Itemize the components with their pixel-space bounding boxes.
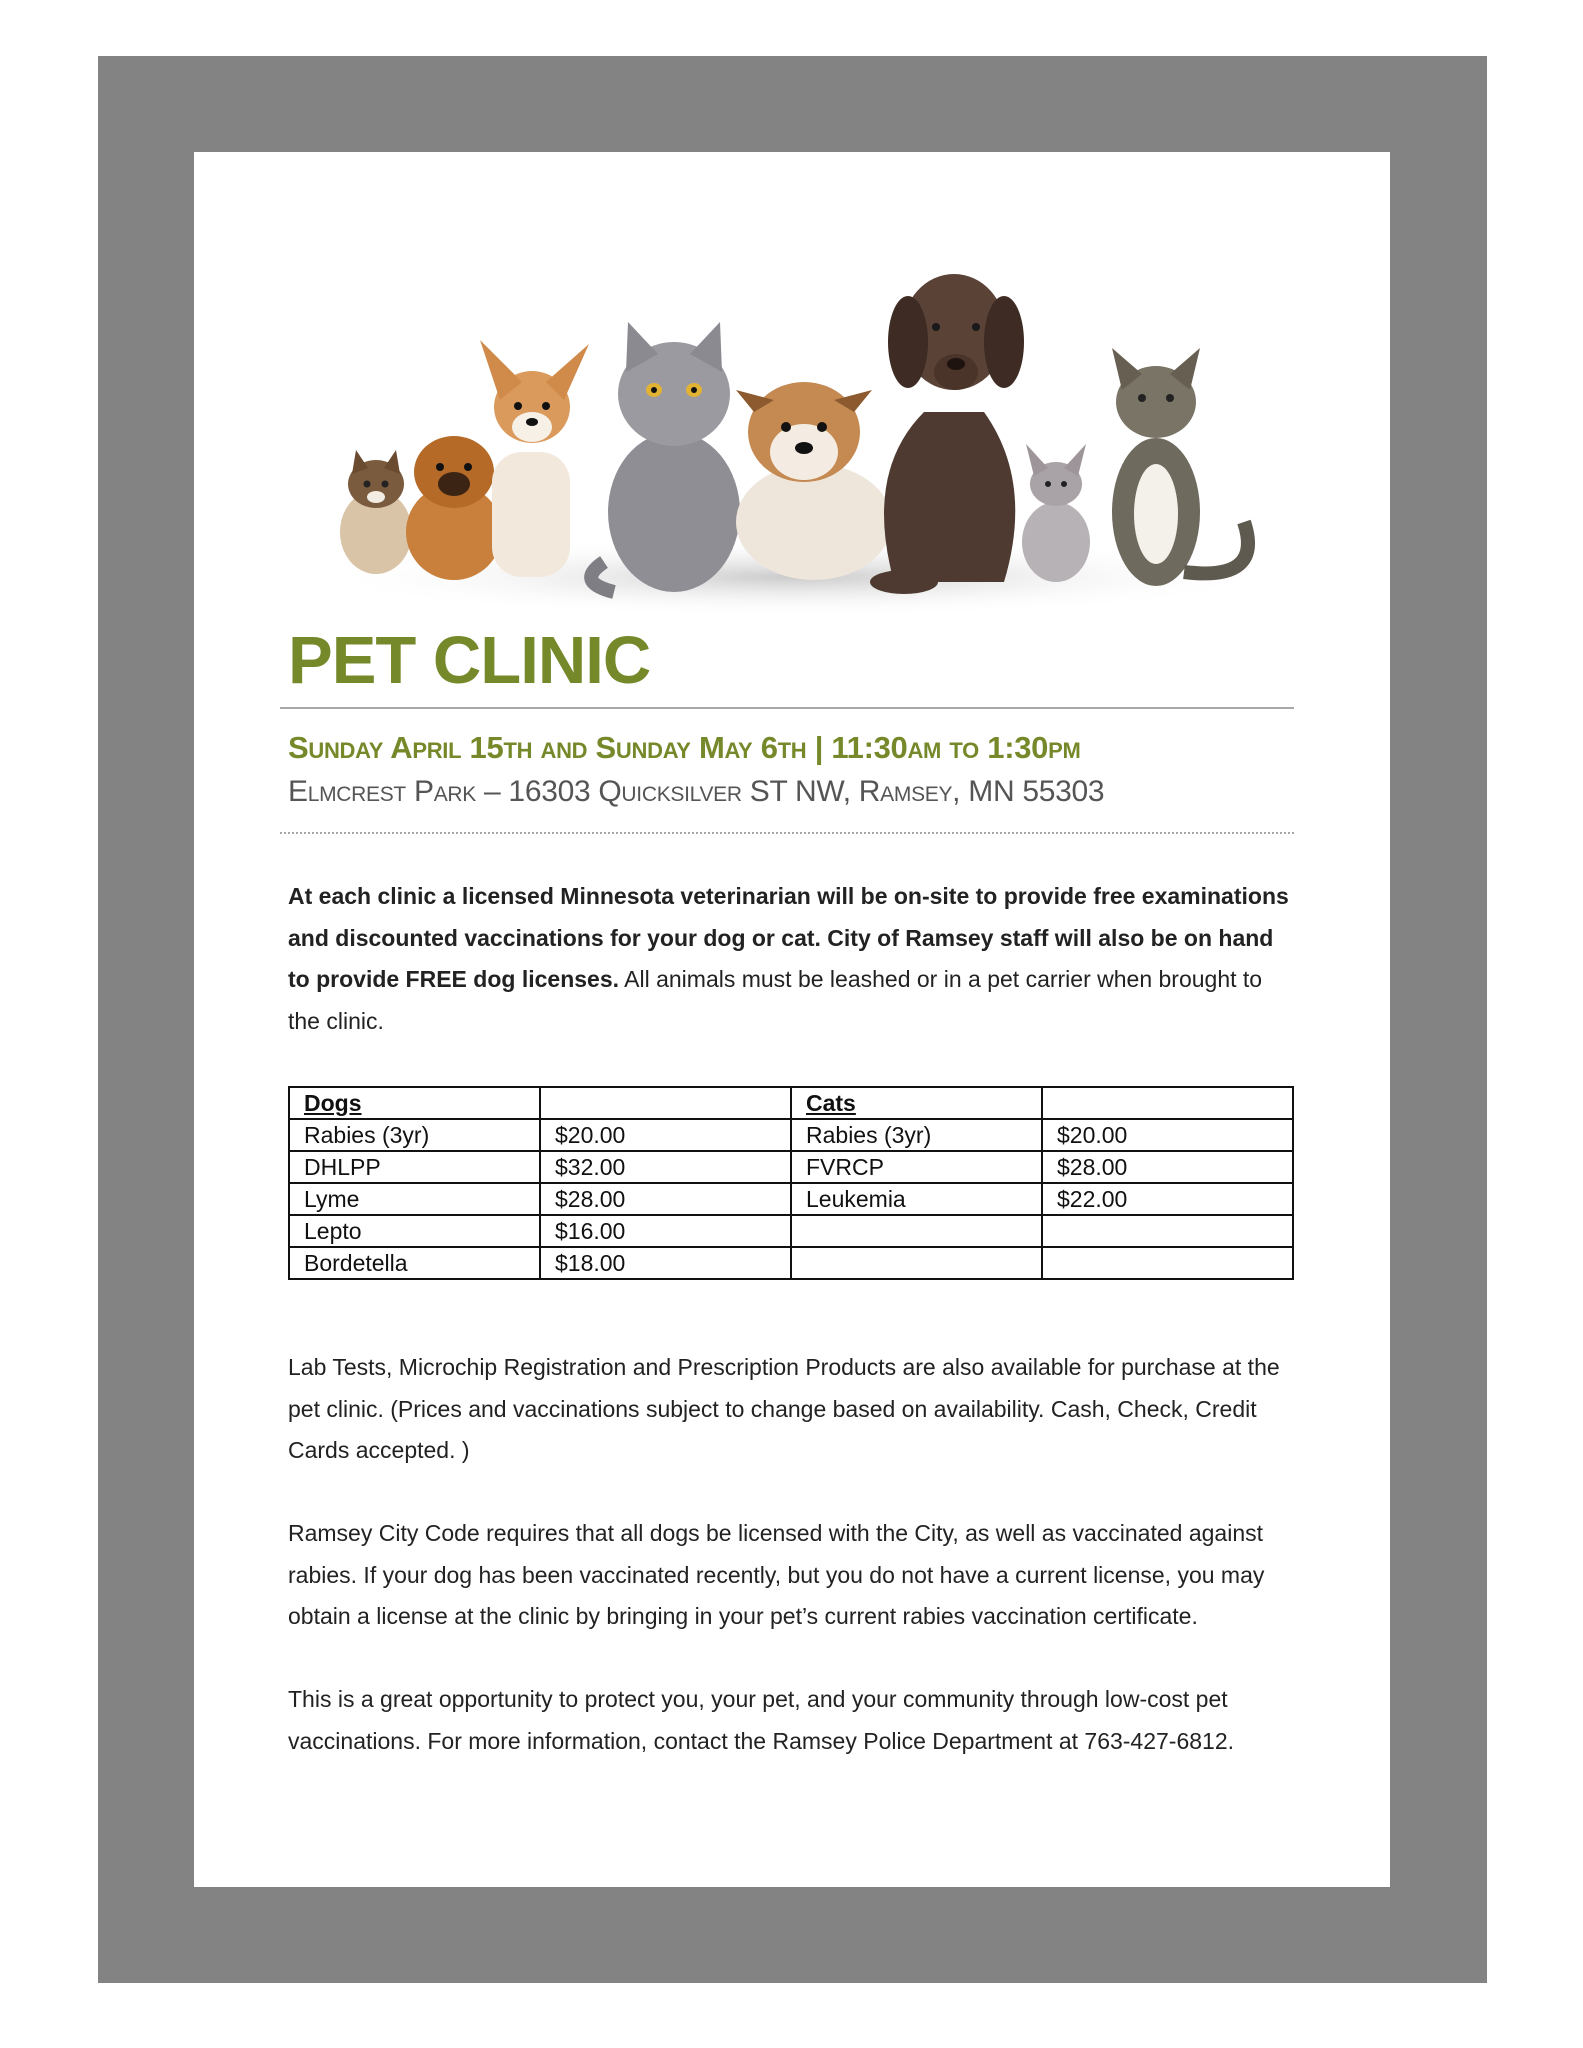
table-cell (1042, 1215, 1293, 1247)
table-row (289, 1151, 1293, 1183)
cat-vaccine-price: $22.00 (1042, 1183, 1293, 1215)
dog-vaccine-name: Rabies (3yr) (289, 1119, 540, 1151)
intro-paragraph (288, 876, 1298, 1042)
title-divider (280, 707, 1294, 709)
page-title: PET CLINIC (288, 623, 651, 698)
cat-vaccine-name: FVRCP (791, 1151, 1042, 1183)
dog-vaccine-price: $16.00 (540, 1215, 791, 1247)
pomeranian-puppy-image (406, 436, 502, 580)
event-address: Elmcrest Park – 16303 Quicksilver ST NW, Ramsey, MN 55303 (288, 775, 1105, 808)
cat-vaccine-price: $28.00 (1042, 1151, 1293, 1183)
lab-tests-paragraph: Lab Tests, Microchip Registration and Prescription Products are also available for purchase at the pet clinic. (Prices and vaccinations subject to change based on availability. Cash, Check, Credit Cards accepted. ) (288, 1354, 1280, 1463)
dog-vaccine-name: DHLPP (289, 1151, 540, 1183)
dog-vaccine-name: Lepto (289, 1215, 540, 1247)
table-cell (791, 1215, 1042, 1247)
dog-vaccine-price: $18.00 (540, 1247, 791, 1279)
table-row (289, 1183, 1293, 1215)
corgi-puppy-image (480, 340, 589, 577)
table-row (289, 1119, 1293, 1151)
table-cell (1042, 1087, 1293, 1119)
sphynx-kitten-image (1022, 444, 1090, 582)
table-cell (1042, 1247, 1293, 1279)
intro-regular-text: All animals must be leashed or in a pet carrier when brought to the clinic. (288, 966, 1263, 1034)
table-row (289, 1247, 1293, 1279)
table-cell (540, 1087, 791, 1119)
contact-paragraph: This is a great opportunity to protect you, your pet, and your community through low-cost pet vaccinations. For more information, contact the Ramsey Police Department at 763-427-6812. (288, 1686, 1235, 1754)
address-divider (280, 832, 1294, 834)
vaccination-price-table (288, 1086, 1294, 1280)
dogs-header: Dogs (289, 1087, 540, 1119)
dog-vaccine-price: $32.00 (540, 1151, 791, 1183)
table-row (289, 1215, 1293, 1247)
dog-vaccine-name: Lyme (289, 1183, 540, 1215)
brown-dog-image (870, 274, 1024, 594)
event-dates: Sunday April 15th and Sunday May 6th | 11:30am to 1:30pm (288, 730, 1081, 765)
flyer-page (194, 152, 1390, 1887)
dog-vaccine-price: $20.00 (540, 1119, 791, 1151)
kitten-small-image (340, 450, 412, 574)
pets-banner-image (304, 222, 1284, 652)
dog-vaccine-price: $28.00 (540, 1183, 791, 1215)
cat-vaccine-price: $20.00 (1042, 1119, 1293, 1151)
city-code-paragraph: Ramsey City Code requires that all dogs be licensed with the City, as well as vaccinated against rabies. If your dog has been vaccinated recently, but you do not have a current license, you may obtain a license at the clinic by bringing in your pet’s current rabies vaccination certificate. (288, 1520, 1265, 1629)
table-cell (791, 1247, 1042, 1279)
cat-vaccine-name: Rabies (3yr) (791, 1119, 1042, 1151)
cat-vaccine-name: Leukemia (791, 1183, 1042, 1215)
dog-vaccine-name: Bordetella (289, 1247, 540, 1279)
bulldog-puppy-image (736, 382, 892, 580)
table-header-row (289, 1087, 1293, 1119)
tabby-cat-image (1112, 348, 1248, 586)
intro-bold-text: At each clinic a licensed Minnesota veterinarian will be on-site to provide free examinations and discounted vaccinations for your dog or cat. City of Ramsey staff will also be on hand to provide FREE dog licenses. (288, 883, 1289, 992)
cats-header: Cats (791, 1087, 1042, 1119)
